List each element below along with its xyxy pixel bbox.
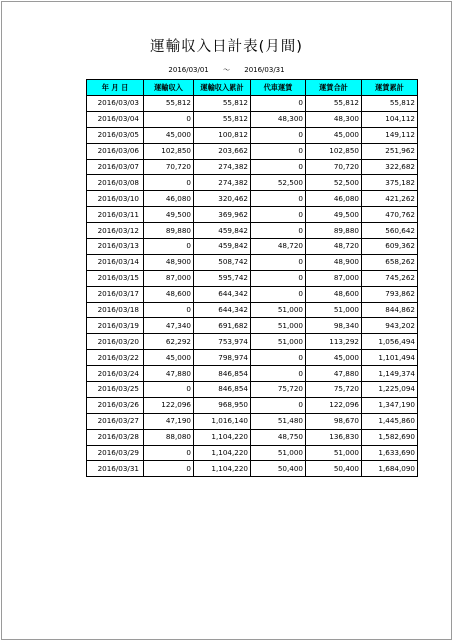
revenue-cumulative-cell: 100,812 xyxy=(194,127,251,143)
substitute-fare-cell: 0 xyxy=(251,143,306,159)
fare-total-cell: 48,300 xyxy=(306,111,362,127)
table-row xyxy=(87,397,418,413)
date-cell: 2016/03/10 xyxy=(87,191,144,207)
fare-cumulative-cell: 470,762 xyxy=(362,207,418,223)
date-cell: 2016/03/26 xyxy=(87,397,144,413)
fare-cumulative-cell: 251,962 xyxy=(362,143,418,159)
fare-cumulative-cell: 1,225,094 xyxy=(362,382,418,398)
fare-total-cell: 136,830 xyxy=(306,429,362,445)
revenue-cell: 89,880 xyxy=(144,223,194,239)
revenue-cell: 88,080 xyxy=(144,429,194,445)
fare-total-cell: 45,000 xyxy=(306,127,362,143)
substitute-fare-cell: 0 xyxy=(251,159,306,175)
fare-cumulative-cell: 609,362 xyxy=(362,239,418,255)
fare-total-cell: 49,500 xyxy=(306,207,362,223)
table-row xyxy=(87,270,418,286)
substitute-fare-cell: 0 xyxy=(251,191,306,207)
date-cell: 2016/03/03 xyxy=(87,96,144,112)
fare-cumulative-cell: 421,262 xyxy=(362,191,418,207)
substitute-fare-cell: 48,720 xyxy=(251,239,306,255)
fare-total-cell: 51,000 xyxy=(306,445,362,461)
table-row xyxy=(87,175,418,191)
fare-cumulative-cell: 1,101,494 xyxy=(362,350,418,366)
table-row xyxy=(87,111,418,127)
table-row xyxy=(87,366,418,382)
fare-cumulative-cell: 1,684,090 xyxy=(362,461,418,477)
fare-cumulative-cell: 745,262 xyxy=(362,270,418,286)
table-row xyxy=(87,223,418,239)
revenue-cumulative-cell: 203,662 xyxy=(194,143,251,159)
fare-cumulative-cell: 793,862 xyxy=(362,286,418,302)
fare-total-cell: 122,096 xyxy=(306,397,362,413)
revenue-cumulative-cell: 846,854 xyxy=(194,382,251,398)
date-cell: 2016/03/13 xyxy=(87,239,144,255)
table-row xyxy=(87,207,418,223)
substitute-fare-cell: 0 xyxy=(251,270,306,286)
revenue-cumulative-cell: 55,812 xyxy=(194,96,251,112)
table-row xyxy=(87,254,418,270)
date-cell: 2016/03/20 xyxy=(87,334,144,350)
fare-total-cell: 89,880 xyxy=(306,223,362,239)
date-cell: 2016/03/27 xyxy=(87,413,144,429)
revenue-cumulative-cell: 508,742 xyxy=(194,254,251,270)
substitute-fare-cell: 50,400 xyxy=(251,461,306,477)
table-row xyxy=(87,445,418,461)
table-row xyxy=(87,302,418,318)
date-cell: 2016/03/11 xyxy=(87,207,144,223)
fare-total-cell: 48,900 xyxy=(306,254,362,270)
revenue-cumulative-cell: 644,342 xyxy=(194,302,251,318)
fare-total-cell: 98,670 xyxy=(306,413,362,429)
revenue-cumulative-cell: 1,104,220 xyxy=(194,461,251,477)
substitute-fare-cell: 0 xyxy=(251,366,306,382)
fare-total-cell: 102,850 xyxy=(306,143,362,159)
fare-total-cell: 55,812 xyxy=(306,96,362,112)
revenue-cell: 45,000 xyxy=(144,127,194,143)
revenue-cumulative-cell: 1,104,220 xyxy=(194,429,251,445)
date-cell: 2016/03/25 xyxy=(87,382,144,398)
revenue-cumulative-cell: 846,854 xyxy=(194,366,251,382)
date-cell: 2016/03/29 xyxy=(87,445,144,461)
fare-cumulative-cell: 658,262 xyxy=(362,254,418,270)
table-row xyxy=(87,286,418,302)
fare-total-cell: 70,720 xyxy=(306,159,362,175)
substitute-fare-cell: 0 xyxy=(251,207,306,223)
revenue-cumulative-cell: 644,342 xyxy=(194,286,251,302)
revenue-cumulative-cell: 753,974 xyxy=(194,334,251,350)
period-end: 2016/03/31 xyxy=(244,66,285,74)
fare-total-cell: 51,000 xyxy=(306,302,362,318)
substitute-fare-cell: 0 xyxy=(251,223,306,239)
report-title: 運輸収入日計表(月間) xyxy=(150,39,303,55)
revenue-cell: 102,850 xyxy=(144,143,194,159)
table-row xyxy=(87,461,418,477)
date-cell: 2016/03/08 xyxy=(87,175,144,191)
fare-total-cell: 45,000 xyxy=(306,350,362,366)
table-row xyxy=(87,191,418,207)
fare-cumulative-cell: 1,056,494 xyxy=(362,334,418,350)
header-fare-total: 運賃合計 xyxy=(306,80,362,96)
substitute-fare-cell: 0 xyxy=(251,127,306,143)
fare-total-cell: 50,400 xyxy=(306,461,362,477)
daily-revenue-table xyxy=(86,79,418,477)
revenue-cell: 47,340 xyxy=(144,318,194,334)
revenue-cumulative-cell: 274,382 xyxy=(194,175,251,191)
fare-total-cell: 75,720 xyxy=(306,382,362,398)
table-row xyxy=(87,350,418,366)
revenue-cumulative-cell: 595,742 xyxy=(194,270,251,286)
header-revenue-cumulative: 運輸収入累計 xyxy=(194,80,251,96)
revenue-cell: 0 xyxy=(144,445,194,461)
revenue-cumulative-cell: 1,016,140 xyxy=(194,413,251,429)
report-period xyxy=(2,65,451,75)
revenue-cell: 122,096 xyxy=(144,397,194,413)
date-cell: 2016/03/19 xyxy=(87,318,144,334)
date-cell: 2016/03/06 xyxy=(87,143,144,159)
table-row xyxy=(87,318,418,334)
revenue-cell: 87,000 xyxy=(144,270,194,286)
fare-total-cell: 47,880 xyxy=(306,366,362,382)
revenue-cell: 45,000 xyxy=(144,350,194,366)
period-separator: ～ xyxy=(223,66,230,74)
date-cell: 2016/03/14 xyxy=(87,254,144,270)
date-cell: 2016/03/17 xyxy=(87,286,144,302)
revenue-cell: 0 xyxy=(144,111,194,127)
revenue-cell: 47,880 xyxy=(144,366,194,382)
table-row xyxy=(87,96,418,112)
revenue-cumulative-cell: 691,682 xyxy=(194,318,251,334)
fare-total-cell: 48,600 xyxy=(306,286,362,302)
header-revenue: 運輸収入 xyxy=(144,80,194,96)
date-cell: 2016/03/31 xyxy=(87,461,144,477)
fare-cumulative-cell: 322,682 xyxy=(362,159,418,175)
date-cell: 2016/03/12 xyxy=(87,223,144,239)
revenue-cell: 70,720 xyxy=(144,159,194,175)
report-page xyxy=(1,1,452,640)
fare-total-cell: 48,720 xyxy=(306,239,362,255)
date-cell: 2016/03/15 xyxy=(87,270,144,286)
fare-cumulative-cell: 1,347,190 xyxy=(362,397,418,413)
fare-total-cell: 98,340 xyxy=(306,318,362,334)
revenue-cumulative-cell: 1,104,220 xyxy=(194,445,251,461)
fare-cumulative-cell: 943,202 xyxy=(362,318,418,334)
date-cell: 2016/03/04 xyxy=(87,111,144,127)
revenue-cell: 49,500 xyxy=(144,207,194,223)
substitute-fare-cell: 75,720 xyxy=(251,382,306,398)
substitute-fare-cell: 48,300 xyxy=(251,111,306,127)
date-cell: 2016/03/24 xyxy=(87,366,144,382)
header-date: 年 月 日 xyxy=(87,80,144,96)
revenue-cell: 48,600 xyxy=(144,286,194,302)
table-row xyxy=(87,413,418,429)
fare-cumulative-cell: 1,582,690 xyxy=(362,429,418,445)
date-cell: 2016/03/28 xyxy=(87,429,144,445)
revenue-cell: 0 xyxy=(144,461,194,477)
substitute-fare-cell: 0 xyxy=(251,96,306,112)
table-row xyxy=(87,382,418,398)
header-fare-cumulative: 運賃累計 xyxy=(362,80,418,96)
revenue-cell: 62,292 xyxy=(144,334,194,350)
substitute-fare-cell: 0 xyxy=(251,286,306,302)
date-cell: 2016/03/22 xyxy=(87,350,144,366)
date-cell: 2016/03/05 xyxy=(87,127,144,143)
revenue-cumulative-cell: 968,950 xyxy=(194,397,251,413)
revenue-cell: 55,812 xyxy=(144,96,194,112)
substitute-fare-cell: 51,000 xyxy=(251,334,306,350)
fare-cumulative-cell: 1,633,690 xyxy=(362,445,418,461)
substitute-fare-cell: 51,480 xyxy=(251,413,306,429)
date-cell: 2016/03/18 xyxy=(87,302,144,318)
revenue-cumulative-cell: 274,382 xyxy=(194,159,251,175)
header-substitute-fare: 代車運賃 xyxy=(251,80,306,96)
fare-total-cell: 52,500 xyxy=(306,175,362,191)
revenue-cell: 0 xyxy=(144,302,194,318)
substitute-fare-cell: 51,000 xyxy=(251,445,306,461)
revenue-cumulative-cell: 55,812 xyxy=(194,111,251,127)
revenue-cumulative-cell: 369,962 xyxy=(194,207,251,223)
revenue-cumulative-cell: 320,462 xyxy=(194,191,251,207)
substitute-fare-cell: 0 xyxy=(251,254,306,270)
revenue-cell: 0 xyxy=(144,382,194,398)
substitute-fare-cell: 0 xyxy=(251,350,306,366)
fare-cumulative-cell: 55,812 xyxy=(362,96,418,112)
fare-cumulative-cell: 844,862 xyxy=(362,302,418,318)
fare-cumulative-cell: 1,445,860 xyxy=(362,413,418,429)
revenue-cell: 48,900 xyxy=(144,254,194,270)
fare-total-cell: 113,292 xyxy=(306,334,362,350)
table-row xyxy=(87,334,418,350)
revenue-cumulative-cell: 798,974 xyxy=(194,350,251,366)
table-row xyxy=(87,159,418,175)
revenue-cell: 47,190 xyxy=(144,413,194,429)
table-header-row xyxy=(87,80,418,96)
table-row xyxy=(87,429,418,445)
revenue-cell: 0 xyxy=(144,239,194,255)
substitute-fare-cell: 51,000 xyxy=(251,318,306,334)
table-row xyxy=(87,127,418,143)
fare-cumulative-cell: 149,112 xyxy=(362,127,418,143)
revenue-cell: 46,080 xyxy=(144,191,194,207)
table-row xyxy=(87,239,418,255)
fare-cumulative-cell: 375,182 xyxy=(362,175,418,191)
substitute-fare-cell: 0 xyxy=(251,397,306,413)
fare-total-cell: 46,080 xyxy=(306,191,362,207)
period-start: 2016/03/01 xyxy=(168,66,209,74)
substitute-fare-cell: 51,000 xyxy=(251,302,306,318)
fare-cumulative-cell: 104,112 xyxy=(362,111,418,127)
revenue-cumulative-cell: 459,842 xyxy=(194,239,251,255)
substitute-fare-cell: 52,500 xyxy=(251,175,306,191)
fare-cumulative-cell: 560,642 xyxy=(362,223,418,239)
date-cell: 2016/03/07 xyxy=(87,159,144,175)
revenue-cell: 0 xyxy=(144,175,194,191)
fare-cumulative-cell: 1,149,374 xyxy=(362,366,418,382)
substitute-fare-cell: 48,750 xyxy=(251,429,306,445)
revenue-cumulative-cell: 459,842 xyxy=(194,223,251,239)
fare-total-cell: 87,000 xyxy=(306,270,362,286)
table-row xyxy=(87,143,418,159)
